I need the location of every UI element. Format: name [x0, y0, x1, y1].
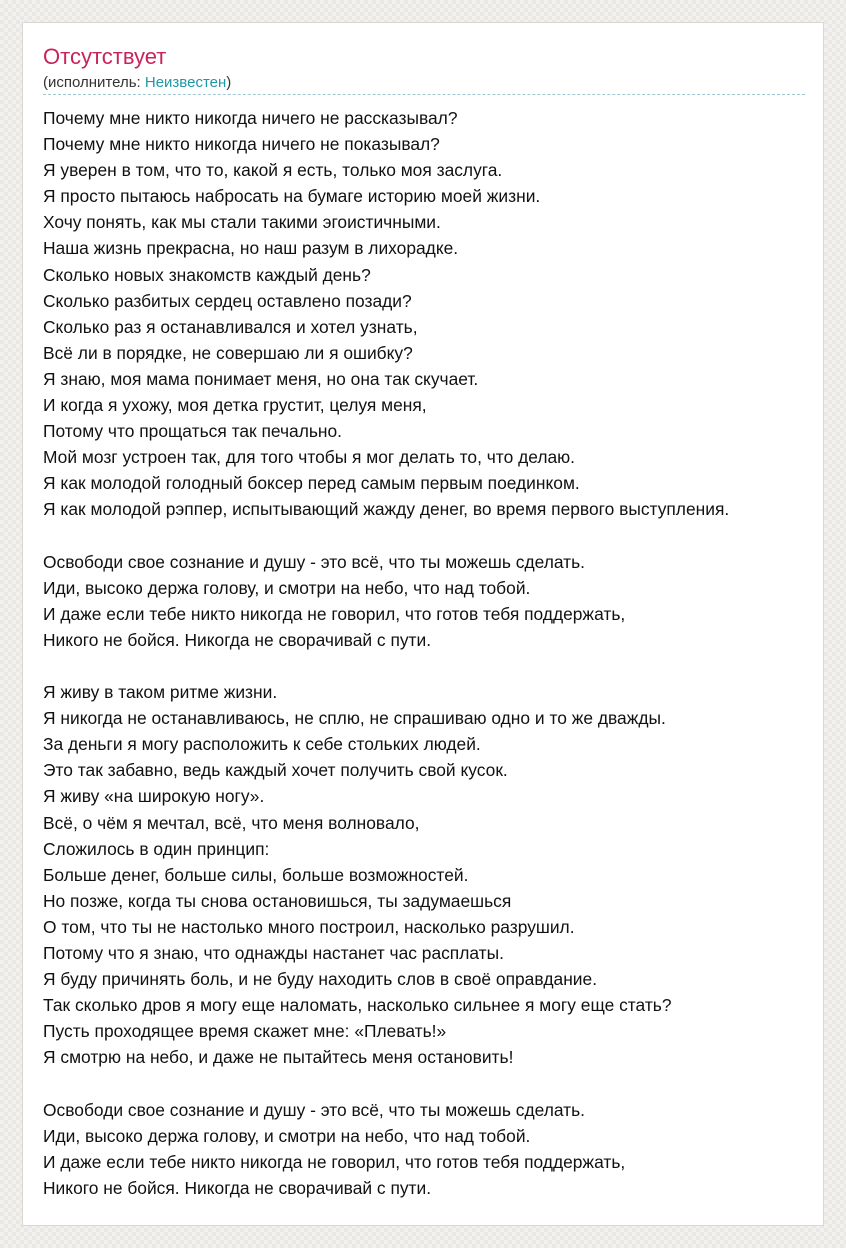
lyrics-line: Я буду причинять боль, и не буду находить слов в своё оправдание. — [43, 969, 598, 990]
lyrics-line: О том, что ты не настолько много построил, насколько разрушил. — [43, 916, 575, 937]
lyrics-line: Иди, высоко держа голову, и смотри на небо, что над тобой. — [43, 1125, 531, 1146]
lyrics-line: Сколько разбитых сердец оставлено позади? — [43, 290, 412, 311]
lyrics-line: Всё, о чём я мечтал, всё, что меня волновало, — [43, 812, 420, 833]
lyrics-line: Пусть проходящее время скажет мне: «Плевать!» — [43, 1021, 447, 1042]
lyrics-body — [43, 105, 843, 1201]
lyrics-line: Я знаю, моя мама понимает меня, но она так скучает. — [43, 368, 479, 389]
lyrics-stanza — [43, 679, 843, 1070]
lyrics-line: Освободи свое сознание и душу - это всё, что ты можешь сделать. — [43, 1099, 586, 1120]
lyrics-line: Иди, высоко держа голову, и смотри на небо, что над тобой. — [43, 577, 531, 598]
lyrics-line: Я как молодой рэппер, испытывающий жажду денег, во время первого выступления. — [43, 499, 730, 520]
lyrics-line: Потому что прощаться так печально. — [43, 421, 343, 442]
lyrics-line: Почему мне никто никогда ничего не показывал? — [43, 134, 440, 155]
lyrics-line: Я как молодой голодный боксер перед самым первым поединком. — [43, 473, 580, 494]
lyrics-line: За деньги я могу расположить к себе стольких людей. — [43, 734, 481, 755]
lyrics-line: Освободи свое сознание и душу - это всё, что ты можешь сделать. — [43, 551, 586, 572]
lyrics-line: Никого не бойся. Никогда не сворачивай с пути. — [43, 629, 432, 650]
lyrics-stanza — [43, 549, 843, 653]
lyrics-line: Я живу «на широкую ногу». — [43, 786, 265, 807]
lyrics-line: Мой мозг устроен так, для того чтобы я мог делать то, что делаю. — [43, 447, 576, 468]
lyrics-card — [22, 22, 824, 1226]
artist-suffix: ) — [226, 74, 232, 91]
artist-line — [43, 73, 231, 93]
lyrics-line: Сколько новых знакомств каждый день? — [43, 264, 371, 285]
lyrics-line: Я живу в таком ритме жизни. — [43, 682, 278, 703]
artist-prefix: (исполнитель: — [43, 74, 145, 91]
lyrics-stanza — [43, 1097, 843, 1201]
lyrics-line: Наша жизнь прекрасна, но наш разум в лихорадке. — [43, 238, 459, 259]
lyrics-line: Хочу понять, как мы стали такими эгоистичными. — [43, 212, 441, 233]
lyrics-line: Больше денег, больше силы, больше возможностей. — [43, 864, 469, 885]
title-divider — [43, 94, 805, 95]
lyrics-line: Я просто пытаюсь набросать на бумаге историю моей жизни. — [43, 186, 541, 207]
lyrics-line: Никого не бойся. Никогда не сворачивай с пути. — [43, 1177, 432, 1198]
lyrics-line: И даже если тебе никто никогда не говорил, что готов тебя поддержать, — [43, 603, 626, 624]
lyrics-line: Я никогда не останавливаюсь, не сплю, не спрашиваю одно и то же дважды. — [43, 708, 666, 729]
lyrics-line: Я смотрю на небо, и даже не пытайтесь меня остановить! — [43, 1047, 514, 1068]
lyrics-line: Сколько раз я останавливался и хотел узнать, — [43, 316, 418, 337]
lyrics-line: И даже если тебе никто никогда не говорил, что готов тебя поддержать, — [43, 1151, 626, 1172]
lyrics-stanza — [43, 105, 843, 523]
artist-link[interactable]: Неизвестен — [144, 74, 227, 91]
lyrics-line: Но позже, когда ты снова остановишься, ты задумаешься — [43, 890, 512, 911]
lyrics-line: Так сколько дров я могу еще наломать, насколько сильнее я могу еще стать? — [43, 995, 672, 1016]
lyrics-line: Потому что я знаю, что однажды настанет час расплаты. — [43, 943, 504, 963]
lyrics-line: И когда я ухожу, моя детка грустит, целуя меня, — [43, 395, 427, 416]
song-title: Отсутствует — [43, 44, 167, 69]
lyrics-line: Я уверен в том, что то, какой я есть, только моя заслуга. — [43, 160, 503, 181]
lyrics-line: Это так забавно, ведь каждый хочет получить свой кусок. — [43, 760, 508, 781]
lyrics-line: Почему мне никто никогда ничего не рассказывал? — [43, 108, 458, 128]
lyrics-line: Всё ли в порядке, не совершаю ли я ошибку? — [43, 342, 413, 363]
lyrics-line: Сложилось в один принцип: — [43, 838, 270, 859]
